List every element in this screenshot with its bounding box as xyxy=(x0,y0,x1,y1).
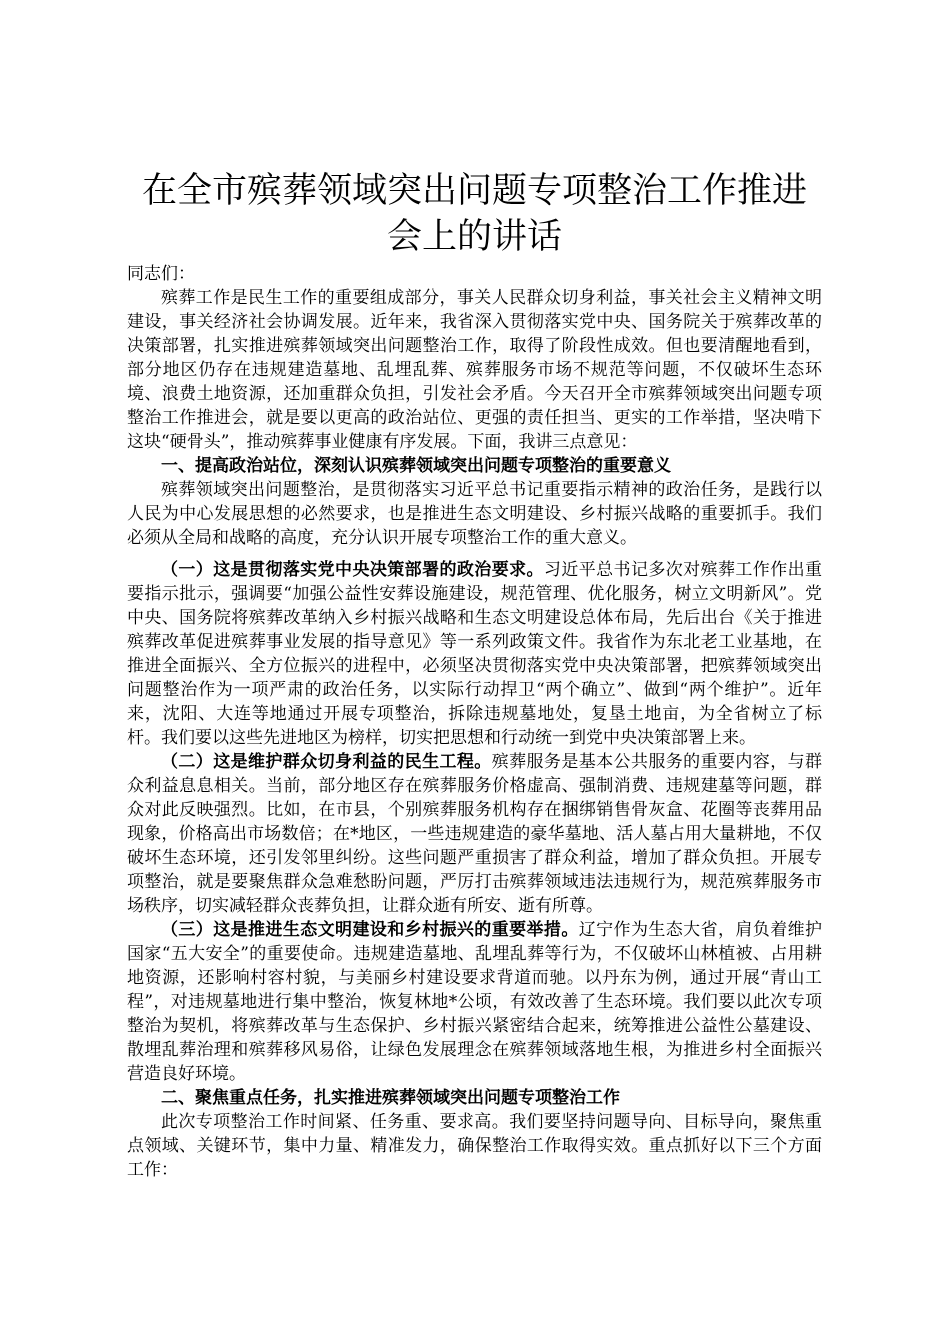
subsection-1-3 xyxy=(127,918,822,1086)
subsection-1-1 xyxy=(127,558,822,750)
subsection-1-2 xyxy=(127,750,822,918)
subsection-1-2-lead: （二）这是维护群众切身利益的民生工程。 xyxy=(161,752,492,772)
subsection-1-1-text: 习近平总书记多次对殡葬工作作出重要指示批示，强调要“加强公益性安葬设施建设，规范管理、优化服务，树立文明新风”。党中央、国务院将殡葬改革纳入乡村振兴战略和生态文明建设总体布局，先后出台《关于推进殡葬改革促进殡葬事业发展的指导意见》等一系列政策文件。我省作为东北老工业基地，在推进全面振兴、全方位振兴的进程中，必须坚决贯彻落实党中央决策部署，把殡葬领域突出问题整治作为一项严肃的政治任务，以实际行动捍卫“两个确立”、做到“两个维护”。近年来，沈阳、大连等地通过开展专项整治，拆除违规墓地处，复垦土地亩，为全省树立了标杆。我们要以这些先进地区为榜样，切实把思想和行动统一到党中央决策部署上来。 xyxy=(127,560,823,748)
section-2-heading: 二、聚焦重点任务，扎实推进殡葬领域突出问题专项整治工作 xyxy=(161,1088,620,1108)
subsection-1-3-lead: （三）这是推进生态文明建设和乡村振兴的重要举措。 xyxy=(161,920,579,940)
subsection-1-3-text: 辽宁作为生态大省，肩负着维护国家“五大安全”的重要使命。违规建造墓地、乱埋乱葬等行为，不仅破坏山林植被、占用耕地资源，还影响村容村貌，与美丽乡村建设要求背道而驰。以丹东为例，通过开展“青山工程”，对违规墓地进行集中整治，恢复林地*公顷，有效改善了生态环境。我们要以此次专项整治为契机，将殡葬改革与生态保护、乡村振兴紧密结合起来，统筹推进公益性公墓建设、散埋乱葬治理和殡葬移风易俗，让绿色发展理念在殡葬领域落地生根，为推进乡村全面振兴营造良好环境。 xyxy=(127,920,823,1084)
document-page xyxy=(127,168,822,1182)
document-title: 在全市殡葬领域突出问题专项整治工作推进会上的讲话 xyxy=(141,171,807,257)
salutation: 同志们： xyxy=(127,264,195,284)
section-1-intro: 殡葬领域突出问题整治，是贯彻落实习近平总书记重要指示精神的政治任务，是践行以人民为中心发展思想的必然要求，也是推进生态文明建设、乡村振兴战略的重要抓手。我们必须从全局和战略的高度，充分认识开展专项整治工作的重大意义。 xyxy=(127,480,822,548)
section-1-heading: 一、提高政治站位，深刻认识殡葬领域突出问题专项整治的重要意义 xyxy=(161,456,671,476)
section-2-intro: 此次专项整治工作时间紧、任务重、要求高。我们要坚持问题导向、目标导向，聚焦重点领域、关键环节，集中力量、精准发力，确保整治工作取得实效。重点抓好以下三个方面工作： xyxy=(127,1112,822,1180)
subsection-1-1-lead: （一）这是贯彻落实党中央决策部署的政治要求。 xyxy=(161,560,544,580)
intro-paragraph: 殡葬工作是民生工作的重要组成部分，事关人民群众切身利益，事关社会主义精神文明建设，事关经济社会协调发展。近年来，我省深入贯彻落实党中央、国务院关于殡葬改革的决策部署，扎实推进殡葬领域突出问题整治工作，取得了阶段性成效。但也要清醒地看到，部分地区仍存在违规建造墓地、乱埋乱葬、殡葬服务市场不规范等问题，不仅破坏生态环境、浪费土地资源，还加重群众负担，引发社会矛盾。今天召开全市殡葬领域突出问题专项整治工作推进会，就是要以更高的政治站位、更强的责任担当、更实的工作举措，坚决啃下这块“硬骨头”，推动殡葬事业健康有序发展。下面，我讲三点意见： xyxy=(127,288,822,452)
subsection-1-2-text: 殡葬服务是基本公共服务的重要内容，与群众利益息息相关。当前，部分地区存在殡葬服务价格虚高、强制消费、违规建墓等问题，群众对此反映强烈。比如，在市县，个别殡葬服务机构存在捆绑销售骨灰盒、花圈等丧葬用品现象，价格高出市场数倍；在*地区，一些违规建造的豪华墓地、活人墓占用大量耕地，不仅破坏生态环境，还引发邻里纠纷。这些问题严重损害了群众利益，增加了群众负担。开展专项整治，就是要聚焦群众急难愁盼问题，严厉打击殡葬领域违法违规行为，规范殡葬服务市场秩序，切实减轻群众丧葬负担，让群众逝有所安、逝有所尊。 xyxy=(127,752,822,916)
